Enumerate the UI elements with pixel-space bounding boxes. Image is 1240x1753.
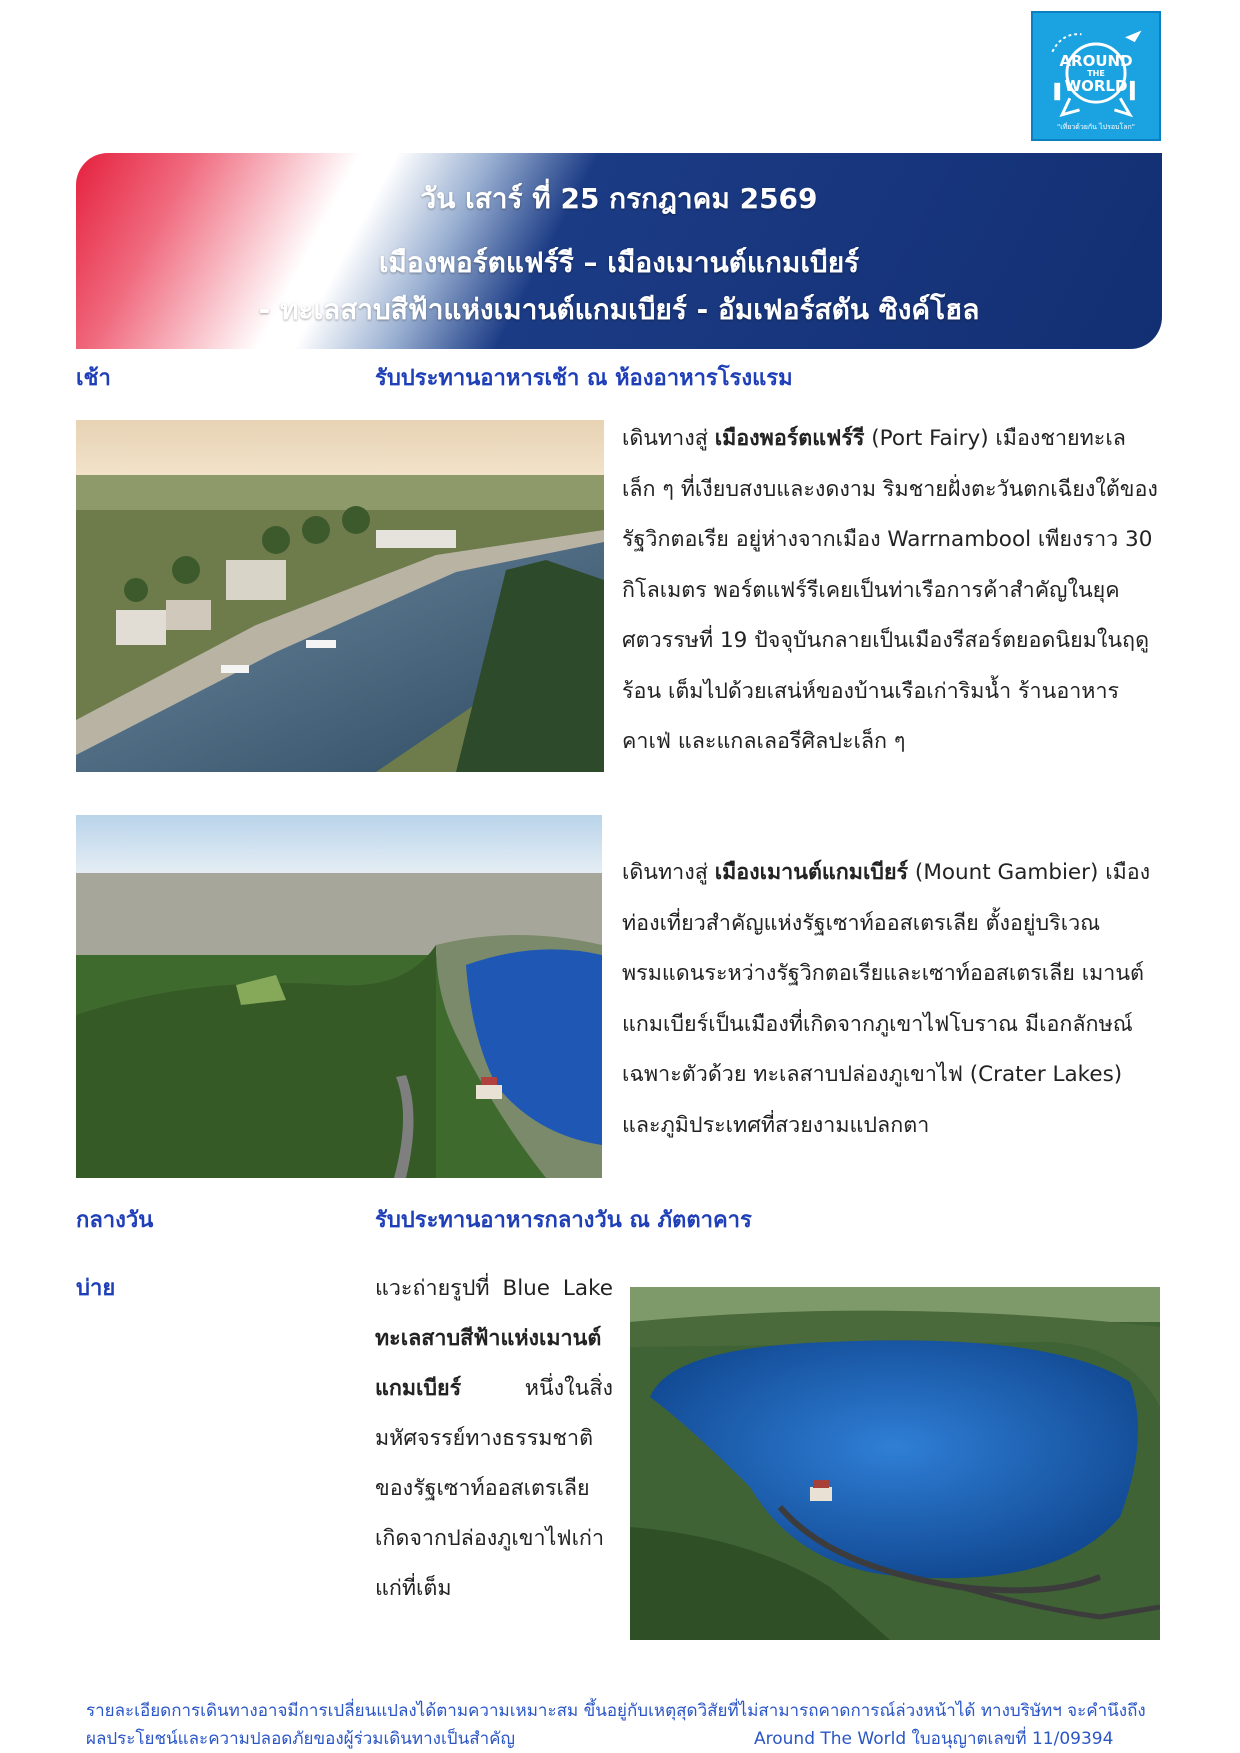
day-header-banner: [76, 153, 1162, 349]
blue-lake-description: แวะถ่ายรูปที่ Blue Lake ทะเลสาบสีฟ้าแห่งเมานต์แกมเบียร์ หนึ่งในสิ่งมหัศจรรย์ทางธรรมชาติของรัฐเซาท์ออสเตรเลีย เกิดจากปล่องภูเขาไฟเก่าแก่ที่เต็ม: [375, 1276, 613, 1601]
lunch-label: กลางวัน: [76, 1208, 154, 1233]
morning-meal: รับประทานอาหารเช้า ณ ห้องอาหารโรงแรม: [375, 366, 793, 391]
port-fairy-name: เมืองพอร์ตแฟร์รี: [714, 426, 865, 451]
logo-title: AROUND THE WORLD: [1059, 52, 1133, 95]
mount-gambier-photo: [76, 815, 602, 1178]
route-line-2: - ทะเลสาบสีฟ้าแห่งเมานต์แกมเบียร์ - อัมเฟอร์สตัน ซิงค์โฮล: [258, 293, 980, 326]
morning-label: เช้า: [76, 366, 111, 391]
company-logo: [1031, 11, 1161, 141]
blue-lake-name: ทะเลสาบสีฟ้าแห่งเมานต์แกมเบียร์: [375, 1326, 602, 1401]
port-fairy-photo: [76, 420, 604, 772]
logo-tagline: "เที่ยวด้วยกัน ไปรอบโลก": [1057, 123, 1135, 131]
port-fairy-description: เดินทางสู่ เมืองพอร์ตแฟร์รี (Port Fairy) เมืองชายทะเลเล็ก ๆ ที่เงียบสงบและงดงาม ริมชายฝั่งตะวันตกเฉียงใต้ของรัฐวิกตอเรีย อยู่ห่างจากเมือง Warrnambool เพียงราว 30 กิโลเมตร พอร์ตแฟร์รีเคยเป็นท่าเรือการค้าสำคัญในยุคศตวรรษที่ 19 ปัจจุบันกลายเป็นเมืองรีสอร์ตยอดนิยมในฤดูร้อน เต็มไปด้วยเสน่ห์ของบ้านเรือเก่าริมน้ำ ร้านอาหาร คาเฟ่ และแกลเลอรีศิลปะเล็ก ๆ: [622, 426, 1158, 754]
footer-disclaimer-line-2: ผลประโยชน์และความปลอดภัยของผู้ร่วมเดินทางเป็นสำคัญ: [86, 1729, 515, 1749]
footer-license: Around The World ใบอนุญาตเลขที่ 11/09394: [754, 1729, 1114, 1749]
mount-gambier-name: เมืองเมานต์แกมเบียร์: [714, 860, 909, 885]
route-line-1: เมืองพอร์ตแฟร์รี – เมืองเมานต์แกมเบียร์: [378, 246, 860, 279]
day-date: วัน เสาร์ ที่ 25 กรกฎาคม 2569: [420, 182, 818, 215]
blue-lake-photo: [630, 1287, 1160, 1640]
footer-disclaimer-line-1: รายละเอียดการเดินทางอาจมีการเปลี่ยนแปลงได้ตามความเหมาะสม ขึ้นอยู่กับเหตุสุดวิสัยที่ไม่สามารถคาดการณ์ล่วงหน้าได้ ทางบริษัทฯ จะคำนึงถึง: [86, 1701, 1146, 1721]
mount-gambier-description: เดินทางสู่ เมืองเมานต์แกมเบียร์ (Mount Gambier) เมืองท่องเที่ยวสำคัญแห่งรัฐเซาท์ออสเตรเลีย ตั้งอยู่บริเวณพรมแดนระหว่างรัฐวิกตอเรียและเซาท์ออสเตรเลีย เมานต์แกมเบียร์เป็นเมืองที่เกิดจากภูเขาไฟโบราณ มีเอกลักษณ์เฉพาะตัวด้วย ทะเลสาบปล่องภูเขาไฟ (Crater Lakes) และภูมิประเทศที่สวยงามแปลกตา: [622, 860, 1151, 1138]
afternoon-label: บ่าย: [76, 1276, 116, 1301]
lunch-meal: รับประทานอาหารกลางวัน ณ ภัตตาคาร: [375, 1208, 752, 1233]
